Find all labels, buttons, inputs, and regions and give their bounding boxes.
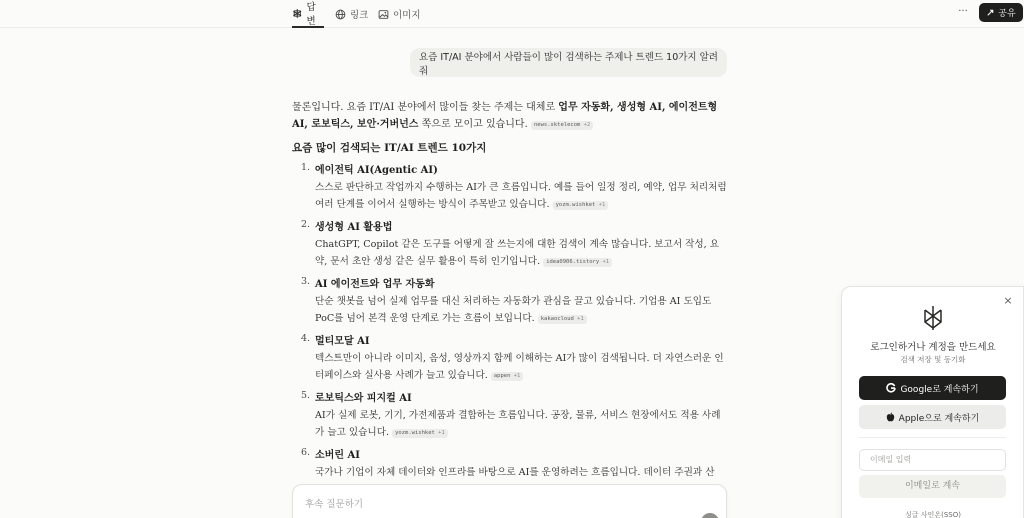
list-item-body xyxy=(315,236,727,270)
share-label: 공유 xyxy=(998,9,1016,19)
intro-text-1: 물론입니다. 요즘 IT/AI 분야에서 많이들 찾는 주제는 대체로 xyxy=(292,102,559,113)
sso-link[interactable]: 싱글 사인온(SSO) xyxy=(905,511,961,518)
followup-placeholder: 후속 질문하기 xyxy=(305,499,364,510)
list-item-text: AI가 실제 로봇, 기기, 가전제품과 결합하는 흐름입니다. 공장, 물류, 서비스 현장에서도 적용 사례가 늘고 있습니다. xyxy=(315,410,721,438)
citation-count: +1 xyxy=(602,259,610,265)
apple-login-label: Apple으로 계속하기 xyxy=(898,413,980,424)
login-panel xyxy=(841,286,1024,518)
list-item-body xyxy=(315,179,727,213)
share-icon xyxy=(986,8,995,17)
email-continue-button[interactable]: 이메일로 계속 xyxy=(859,475,1006,498)
citation-badge[interactable] xyxy=(543,258,612,267)
user-query-text: 요즘 IT/AI 분야에서 사람들이 많이 검색하는 주제나 트렌드 10가지 알려줘 xyxy=(419,51,718,77)
list-item-text: 국가나 기업이 자체 데이터와 인프라를 바탕으로 AI를 운영하려는 흐름입니다. 데이터 주권과 산 xyxy=(315,467,715,478)
share-button[interactable] xyxy=(979,3,1023,22)
intro-bold: 업무 자동화, 생성형 AI, 에이전트형 AI, 로보틱스, 보안·거버넌스 xyxy=(292,102,718,130)
list-item-body xyxy=(315,407,727,441)
list-item-title: 멀티모달 AI xyxy=(315,336,370,347)
citation-badge[interactable] xyxy=(491,372,524,381)
divider xyxy=(859,437,1006,438)
list-item-title: 에이전틱 AI(Agentic AI) xyxy=(315,165,438,176)
citation-badge[interactable] xyxy=(553,201,609,210)
email-field[interactable] xyxy=(859,449,1006,471)
close-icon[interactable]: × xyxy=(1003,294,1013,307)
list-item-body xyxy=(315,350,727,384)
list-item-body xyxy=(315,293,727,327)
list-item-number: 1. xyxy=(301,162,311,173)
list-item-text: ChatGPT, Copilot 같은 도구를 어떻게 잘 쓰는지에 대한 검색이 계속 많습니다. 보고서 작성, 요약, 문서 초안 생성 같은 실무 활용이 특히 인기입니다. xyxy=(315,239,720,267)
citation-source: yozm.wishket xyxy=(555,202,596,208)
citation-source: yozm.wishket xyxy=(395,430,435,436)
list-item-number: 2. xyxy=(301,219,311,230)
citation-badge[interactable] xyxy=(538,315,587,324)
citation-count: +1 xyxy=(598,202,606,208)
list-item-title: AI 에이전트와 업무 자동화 xyxy=(315,279,435,290)
user-query-bubble xyxy=(410,48,727,77)
list-item-title: 생성형 AI 활용법 xyxy=(315,222,393,233)
tab-answer-label: 답변 xyxy=(306,2,316,27)
apple-icon xyxy=(886,412,895,422)
google-icon xyxy=(886,383,896,393)
section-title: 요즘 많이 검색되는 IT/AI 트렌드 10가지 xyxy=(292,142,487,154)
logo-icon xyxy=(922,305,944,331)
list-item-body xyxy=(315,464,727,481)
answer-icon xyxy=(292,8,302,19)
answer-intro xyxy=(292,99,728,133)
tab-links[interactable] xyxy=(335,0,368,28)
email-placeholder: 이메일 입력 xyxy=(870,455,912,464)
tab-images-label: 이미지 xyxy=(393,10,421,21)
citation-badge[interactable] xyxy=(392,429,448,438)
citation-source: appen xyxy=(493,373,511,379)
list-item-title: 로보틱스와 피지컬 AI xyxy=(315,393,412,404)
apple-login-button[interactable] xyxy=(859,405,1006,429)
send-button[interactable] xyxy=(701,513,719,518)
login-title: 로그인하거나 계정을 만드세요 xyxy=(870,342,996,353)
globe-icon xyxy=(335,9,346,20)
image-icon xyxy=(378,9,389,20)
list-item-number: 5. xyxy=(301,390,311,401)
list-item-number: 6. xyxy=(301,447,311,458)
more-options-button[interactable]: ··· xyxy=(958,6,968,17)
tab-answer[interactable] xyxy=(292,0,324,28)
tab-images[interactable] xyxy=(378,0,421,28)
list-item-text: 단순 챗봇을 넘어 실제 업무를 대신 처리하는 자동화가 관심을 끌고 있습니다. 기업용 AI 도입도 PoC를 넘어 본격 운영 단계로 가는 흐름이 보입니다. xyxy=(315,296,712,324)
list-item-text: 스스로 판단하고 작업까지 수행하는 AI가 큰 흐름입니다. 예를 들어 일정 정리, 예약, 업무 처리처럼 여러 단계를 이어서 실행하는 방식이 주목받고 있습니다. xyxy=(315,182,727,210)
list-item-title: 소버린 AI xyxy=(315,450,360,461)
google-login-button[interactable] xyxy=(859,376,1006,400)
citation-source: news.sktelecom xyxy=(533,122,581,128)
citation-source: kakaocloud xyxy=(540,316,574,322)
citation-source: idea0906.tistory xyxy=(546,259,600,265)
google-login-label: Google로 계속하기 xyxy=(900,384,979,395)
citation-count: +1 xyxy=(577,316,584,322)
citation-count: +2 xyxy=(583,122,591,128)
tab-links-label: 링크 xyxy=(350,10,369,21)
list-item-number: 3. xyxy=(301,276,311,287)
followup-input[interactable] xyxy=(292,484,727,518)
list-item-number: 4. xyxy=(301,333,311,344)
list-item-text: 텍스트만이 아니라 이미지, 음성, 영상까지 함께 이해하는 AI가 많이 검색됩니다. 더 자연스러운 인터페이스와 실사용 사례가 늘고 있습니다. xyxy=(315,353,724,381)
intro-text-2: 쪽으로 모이고 있습니다. xyxy=(418,119,528,130)
login-subtitle: 검색 저장 및 동기화 xyxy=(900,355,966,364)
citation-badge[interactable] xyxy=(531,121,593,130)
citation-count: +1 xyxy=(438,430,445,436)
citation-count: +1 xyxy=(513,373,521,379)
top-bar xyxy=(0,0,1024,28)
